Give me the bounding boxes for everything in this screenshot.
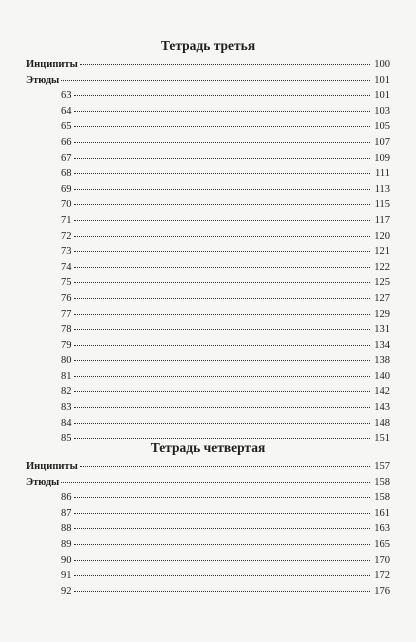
toc-page-number: 131: [374, 324, 390, 336]
dot-leader: [74, 157, 371, 159]
toc-entry-label: 63: [61, 90, 72, 102]
toc-entry-label: 79: [61, 339, 72, 351]
dot-leader: [74, 141, 371, 143]
toc-entry-label: Этюды: [26, 74, 60, 86]
toc-entry-row: [26, 400, 390, 416]
toc-heading-row: [26, 57, 390, 73]
dot-leader: [74, 559, 371, 561]
toc-entry-row: [26, 88, 390, 104]
toc-entry-label: 64: [61, 105, 72, 117]
toc-entry-label: 71: [61, 214, 72, 226]
dot-leader: [74, 406, 371, 408]
dot-leader: [74, 313, 371, 315]
toc-entry-row: [26, 506, 390, 522]
toc-page-number: 101: [374, 90, 390, 102]
toc-page-number: 142: [374, 386, 390, 398]
dot-leader: [74, 188, 371, 190]
toc-entry-row: [26, 244, 390, 260]
toc-rows: [26, 459, 390, 599]
dot-leader: [74, 172, 371, 174]
toc-entry-row: [26, 260, 390, 276]
dot-leader: [74, 590, 371, 592]
toc-entry-row: [26, 307, 390, 323]
toc-entry-label: 90: [61, 554, 72, 566]
toc-page-number: 101: [374, 74, 390, 86]
dot-leader: [74, 527, 371, 529]
toc-entry-label: Инципиты: [26, 461, 78, 472]
toc-entry-label: 68: [61, 168, 72, 180]
toc-entry-row: [26, 490, 390, 506]
toc-entry-row: [26, 322, 390, 338]
toc-entry-label: 66: [61, 136, 72, 148]
toc-entry-row: [26, 384, 390, 400]
dot-leader: [74, 344, 371, 346]
toc-page-number: 176: [374, 585, 390, 597]
dot-leader: [74, 359, 371, 361]
toc-page-number: 105: [374, 121, 390, 133]
toc-entry-row: [26, 537, 390, 553]
dot-leader: [74, 574, 371, 576]
toc-entry-label: 92: [61, 585, 72, 597]
toc-entry-row: [26, 584, 390, 600]
dot-leader: [74, 125, 371, 127]
toc-entry-label: 76: [61, 292, 72, 304]
toc-entry-label: 77: [61, 308, 72, 320]
toc-page-number: 158: [374, 492, 390, 504]
toc-page-number: 111: [375, 168, 390, 180]
toc-entry-row: [26, 166, 390, 182]
toc-rows: [26, 57, 390, 447]
dot-leader: [74, 266, 371, 268]
toc-entry-row: [26, 369, 390, 385]
toc-entry-label: 72: [61, 230, 72, 242]
toc-page-number: 151: [374, 433, 390, 445]
toc-entry-label: 83: [61, 402, 72, 414]
dot-leader: [74, 543, 371, 545]
toc-entry-label: 69: [61, 183, 72, 195]
dot-leader: [74, 297, 371, 299]
dot-leader: [74, 496, 371, 498]
toc-entry-row: [26, 135, 390, 151]
toc-entry-label: 88: [61, 523, 72, 535]
toc-page-number: 109: [374, 152, 390, 164]
toc-entry-label: Этюды: [26, 476, 60, 488]
toc-page-number: 157: [374, 461, 390, 472]
section-title: Тетрадь четвертая: [150, 440, 266, 455]
toc-entry-label: 65: [61, 121, 72, 133]
toc-entry-row: [26, 197, 390, 213]
toc-page-number: 148: [374, 417, 390, 429]
toc-page-number: 165: [374, 538, 390, 550]
toc-page-number: 125: [374, 277, 390, 289]
dot-leader: [74, 375, 371, 377]
toc-entry-row: [26, 213, 390, 229]
toc-heading-row: [26, 475, 390, 491]
section-title: Тетрадь третья: [160, 38, 256, 53]
toc-section-notebook-4: [26, 438, 390, 599]
dot-leader: [74, 281, 371, 283]
dot-leader: [74, 219, 371, 221]
toc-section-notebook-3: [26, 36, 390, 447]
toc-page-number: 138: [374, 355, 390, 367]
toc-page-number: 134: [374, 339, 390, 351]
dot-leader: [61, 79, 370, 81]
toc-entry-label: Инципиты: [26, 59, 78, 70]
toc-page-number: 129: [374, 308, 390, 320]
toc-heading-row: [26, 73, 390, 89]
toc-page-number: 103: [374, 105, 390, 117]
toc-entry-row: [26, 568, 390, 584]
dot-leader: [74, 422, 371, 424]
dot-leader: [74, 203, 371, 205]
toc-entry-label: 89: [61, 538, 72, 550]
toc-entry-row: [26, 553, 390, 569]
toc-page-number: 113: [374, 183, 390, 195]
toc-entry-row: [26, 275, 390, 291]
toc-entry-label: 80: [61, 355, 72, 367]
toc-page-number: 107: [374, 136, 390, 148]
dot-leader: [61, 481, 370, 483]
dot-leader: [74, 110, 371, 112]
toc-entry-label: 74: [61, 261, 72, 273]
toc-page-number: 143: [374, 402, 390, 414]
toc-entry-row: [26, 151, 390, 167]
toc-heading-row: [26, 459, 390, 475]
toc-page-number: 140: [374, 370, 390, 382]
toc-page-number: 120: [374, 230, 390, 242]
toc-entry-label: 67: [61, 152, 72, 164]
toc-entry-label: 81: [61, 370, 72, 382]
toc-entry-label: 78: [61, 324, 72, 336]
dot-leader: [80, 465, 370, 467]
toc-page-number: 121: [374, 246, 390, 258]
toc-entry-row: [26, 229, 390, 245]
toc-page-number: 117: [374, 214, 390, 226]
toc-page-number: 161: [374, 507, 390, 519]
toc-entry-label: 73: [61, 246, 72, 258]
toc-page-number: 163: [374, 523, 390, 535]
toc-entry-label: 84: [61, 417, 72, 429]
dot-leader: [74, 94, 371, 96]
dot-leader: [74, 235, 371, 237]
toc-page-number: 172: [374, 570, 390, 582]
dot-leader: [74, 328, 371, 330]
toc-page-number: 122: [374, 261, 390, 273]
toc-page-number: 158: [374, 476, 390, 488]
toc-page-number: 100: [374, 59, 390, 70]
toc-page-number: 115: [374, 199, 390, 211]
toc-entry-row: [26, 291, 390, 307]
toc-entry-label: 82: [61, 386, 72, 398]
toc-entry-label: 85: [61, 433, 72, 445]
toc-entry-label: 91: [61, 570, 72, 582]
dot-leader: [74, 250, 371, 252]
dot-leader: [80, 63, 370, 65]
toc-entry-label: 87: [61, 507, 72, 519]
toc-entry-row: [26, 521, 390, 537]
toc-page-number: 127: [374, 292, 390, 304]
toc-entry-row: [26, 416, 390, 432]
dot-leader: [74, 390, 371, 392]
toc-entry-row: [26, 338, 390, 354]
toc-entry-row: [26, 182, 390, 198]
dot-leader: [74, 512, 371, 514]
toc-entry-label: 70: [61, 199, 72, 211]
toc-page-number: 170: [374, 554, 390, 566]
toc-entry-row: [26, 104, 390, 120]
toc-entry-label: 86: [61, 492, 72, 504]
toc-entry-row: [26, 119, 390, 135]
toc-entry-row: [26, 353, 390, 369]
toc-entry-label: 75: [61, 277, 72, 289]
